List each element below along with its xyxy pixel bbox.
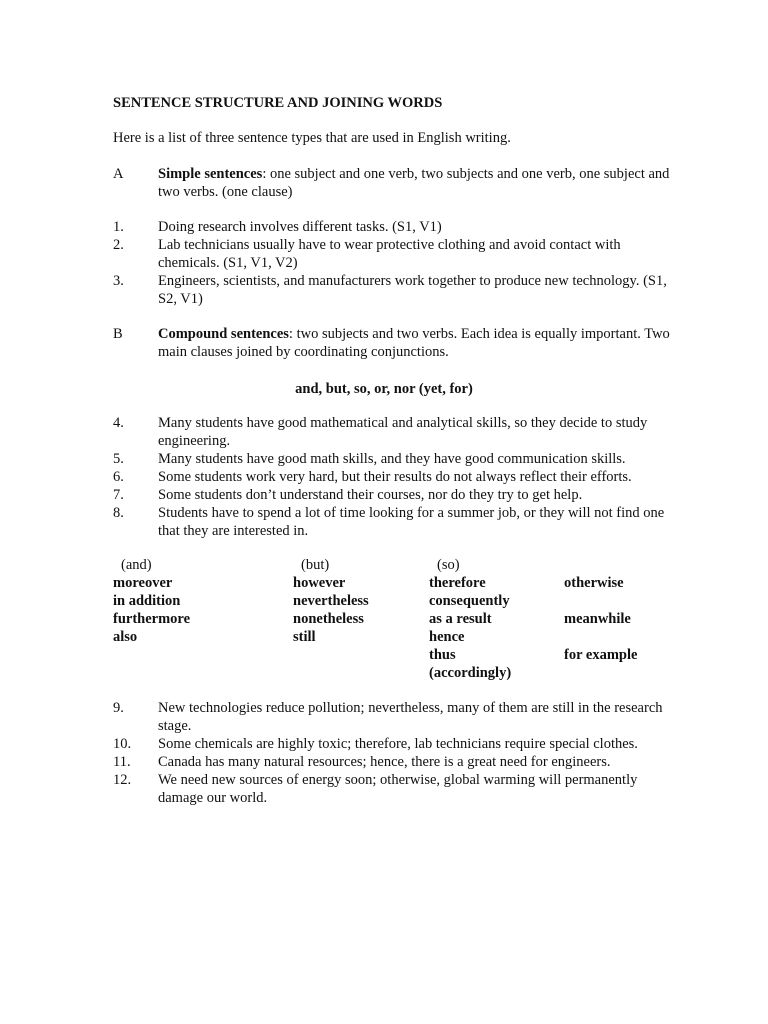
column-but-words: [293, 574, 369, 646]
item-number: 11.: [113, 754, 131, 770]
item-number: 7.: [113, 487, 124, 503]
column-and-header: (and): [121, 557, 152, 573]
list-item: [113, 504, 673, 540]
item-number: 4.: [113, 415, 124, 431]
list-item: [113, 414, 673, 450]
page-title: SENTENCE STRUCTURE AND JOINING WORDS: [113, 95, 443, 111]
joining-word: [564, 628, 637, 646]
item-number: 6.: [113, 469, 124, 485]
section-b: [113, 325, 673, 361]
joining-word: nonetheless: [293, 611, 364, 627]
joining-word: as a result: [429, 611, 492, 627]
joining-word: [564, 592, 637, 610]
list-item: [113, 468, 673, 486]
item-number: 1.: [113, 219, 124, 235]
section-a-term: Simple sentences: [158, 166, 263, 182]
joining-word: however: [293, 575, 346, 591]
column-but-header: (but): [301, 557, 330, 573]
joining-word: also: [113, 629, 138, 645]
section-a-letter: A: [113, 166, 124, 182]
column-so-header: (so): [437, 557, 460, 573]
joining-word: consequently: [429, 593, 510, 609]
item-text: Many students have good mathematical and analytical skills, so they decide to study engineering.: [158, 415, 648, 449]
list-item: [113, 236, 673, 272]
list-item: [113, 771, 673, 807]
item-number: 10.: [113, 736, 132, 752]
item-text: Doing research involves different tasks. (S1, V1): [158, 219, 442, 235]
list-item: [113, 218, 673, 236]
column-but: [301, 556, 329, 574]
joining-word: otherwise: [564, 575, 624, 591]
column-so: [437, 556, 460, 574]
joining-word: hence: [429, 629, 465, 645]
item-text: New technologies reduce pollution; nevertheless, many of them are still in the research stage.: [158, 700, 663, 734]
joining-word: thus: [429, 647, 456, 663]
list-a: [113, 218, 673, 308]
column-and-words: [113, 574, 190, 646]
list-item: [113, 753, 673, 771]
section-b-desc: : two subjects and two verbs. Each idea is equally important. Two main clauses joined by coordinating conjunctions.: [158, 326, 670, 360]
joining-word: still: [293, 629, 316, 645]
section-a-body: [158, 165, 673, 201]
list-item: [113, 450, 673, 468]
item-number: 5.: [113, 451, 124, 467]
joining-word: furthermore: [113, 611, 191, 627]
item-text: Canada has many natural resources; hence, there is a great need for engineers.: [158, 754, 611, 770]
item-number: 8.: [113, 505, 124, 521]
list-c: [113, 699, 673, 807]
item-number: 12.: [113, 772, 132, 788]
joining-word: moreover: [113, 575, 173, 591]
list-item: [113, 699, 673, 735]
list-item: [113, 735, 673, 753]
joining-word: meanwhile: [564, 611, 631, 627]
list-b: [113, 414, 673, 540]
section-b-letter: B: [113, 326, 123, 342]
section-b-term: Compound sentences: [158, 326, 289, 342]
item-text: Students have to spend a lot of time looking for a summer job, or they will not find one that they are interested in.: [158, 505, 665, 539]
item-text: Lab technicians usually have to wear protective clothing and avoid contact with chemicals. (S1, V1, V2): [158, 237, 621, 271]
item-text: Some students don’t understand their courses, nor do they try to get help.: [158, 487, 583, 503]
item-number: 9.: [113, 700, 124, 716]
item-text: We need new sources of energy soon; otherwise, global warming will permanently damage our world.: [158, 772, 638, 806]
joining-word: (accordingly): [429, 665, 512, 681]
section-a: [113, 165, 673, 201]
item-text: Some students work very hard, but their results do not always reflect their efforts.: [158, 469, 632, 485]
section-b-body: [158, 325, 673, 361]
item-number: 2.: [113, 237, 124, 253]
list-item: [113, 272, 673, 308]
joining-word: in addition: [113, 593, 181, 609]
column-so-words: [429, 574, 511, 682]
joining-word: for example: [564, 647, 638, 663]
joining-word: therefore: [429, 575, 486, 591]
section-a-desc: : one subject and one verb, two subjects and one verb, one subject and two verbs. (one clause): [158, 166, 670, 200]
item-text: Many students have good math skills, and they have good communication skills.: [158, 451, 626, 467]
intro-text: Here is a list of three sentence types that are used in English writing.: [113, 130, 511, 146]
item-number: 3.: [113, 273, 124, 289]
column-other-words: [564, 574, 637, 664]
item-text: Engineers, scientists, and manufacturers work together to produce new technology. (S1, S2, V1): [158, 273, 667, 307]
joining-word: nevertheless: [293, 593, 369, 609]
column-and: [121, 556, 152, 574]
list-item: [113, 486, 673, 504]
coordinating-conjunctions: and, but, so, or, nor (yet, for): [295, 381, 473, 397]
item-text: Some chemicals are highly toxic; therefore, lab technicians require special clothes.: [158, 736, 638, 752]
